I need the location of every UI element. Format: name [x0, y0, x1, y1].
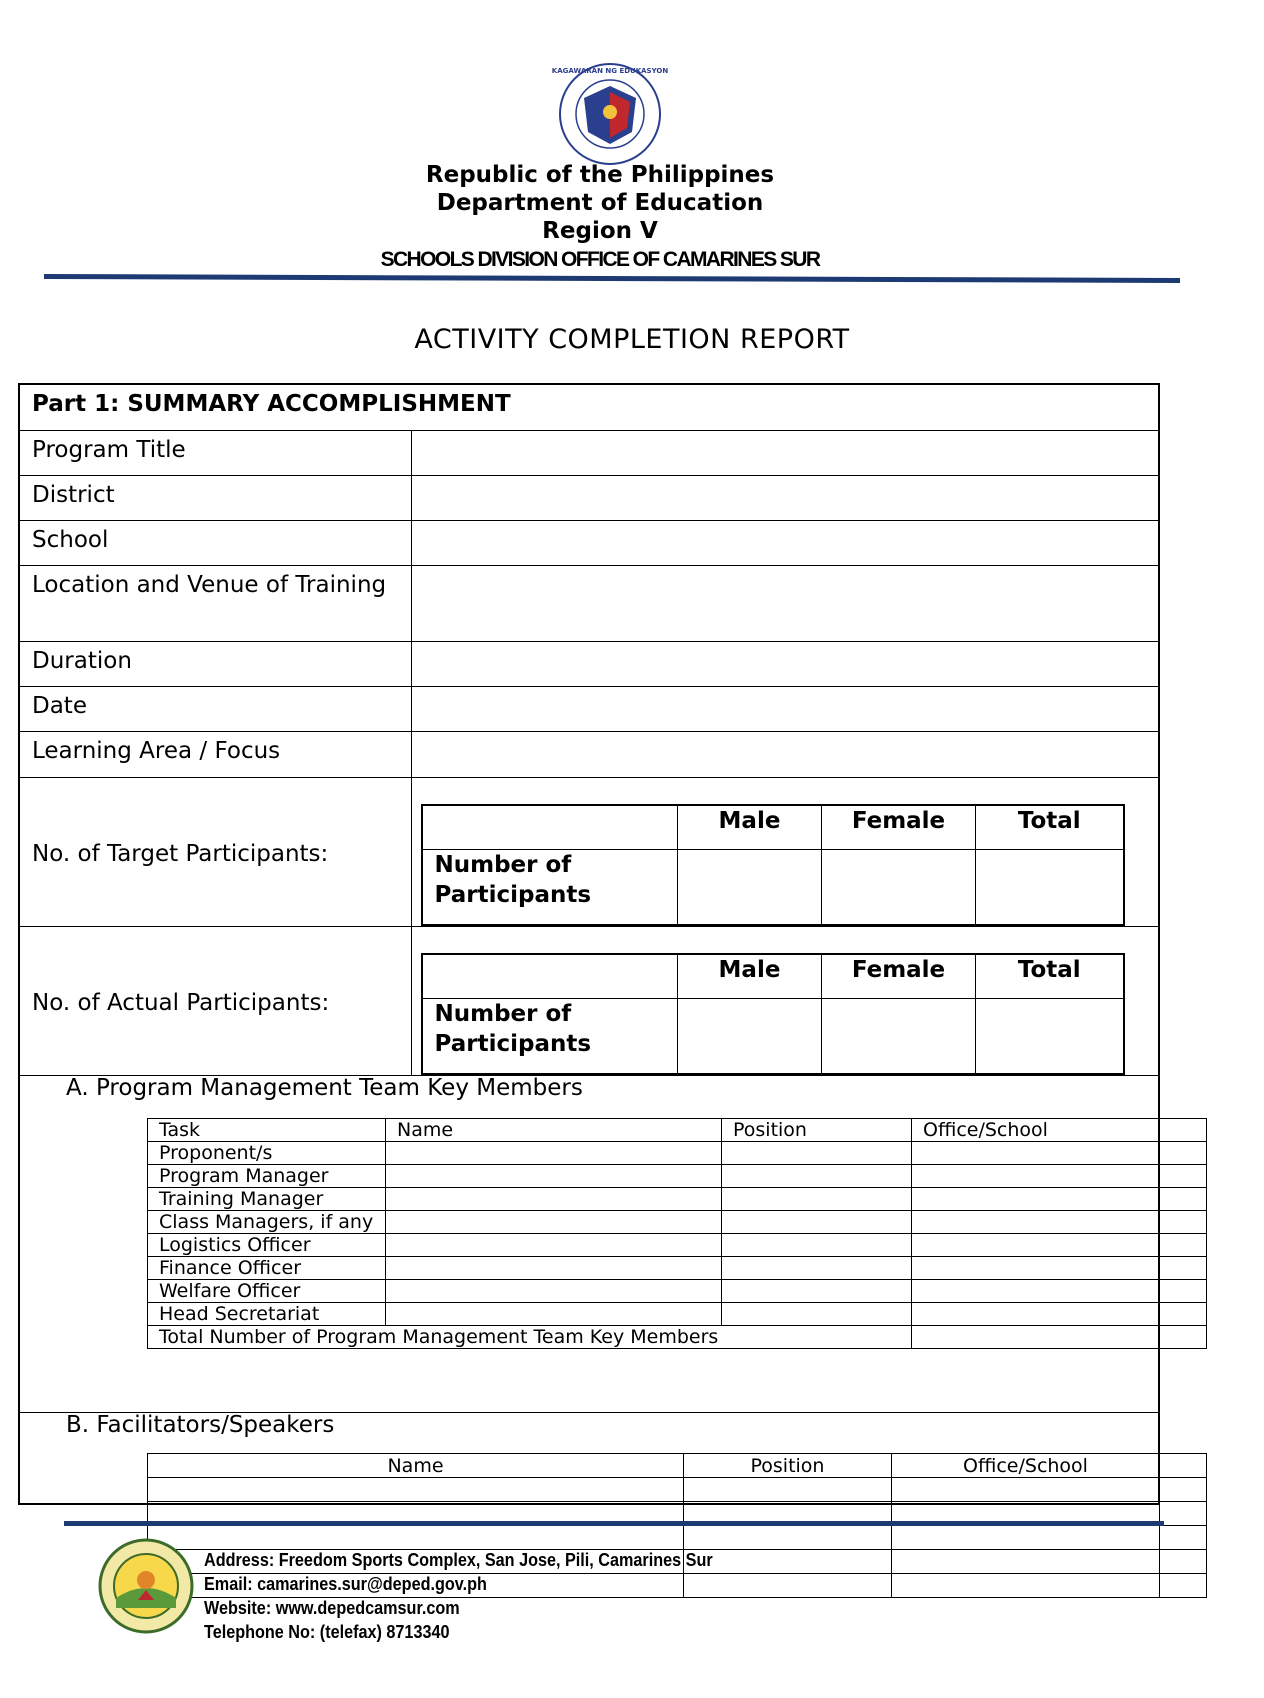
district-label: District	[19, 475, 411, 520]
target-participants-label: No. of Target Participants:	[19, 777, 411, 926]
duration-value[interactable]	[411, 641, 1159, 686]
section-b-heading: B. Facilitators/Speakers	[66, 1412, 335, 1438]
target-male-header: Male	[678, 805, 822, 850]
target-total-header: Total	[976, 805, 1124, 850]
part1-heading: Part 1: SUMMARY ACCOMPLISHMENT	[19, 384, 1159, 430]
pm-task: Program Manager	[148, 1165, 386, 1188]
target-total-cell[interactable]	[976, 850, 1124, 925]
division-seal-logo	[98, 1538, 194, 1634]
location-label: Location and Venue of Training	[19, 565, 411, 641]
target-female-cell[interactable]	[822, 850, 976, 925]
learning-area-label: Learning Area / Focus	[19, 731, 411, 777]
school-value[interactable]	[411, 520, 1159, 565]
table-row	[148, 1211, 1207, 1234]
learning-area-value[interactable]	[411, 731, 1159, 777]
pm-task: Class Managers, if any	[148, 1211, 386, 1234]
target-female-header: Female	[822, 805, 976, 850]
footer-email: Email: camarines.sur@deped.gov.ph	[204, 1574, 487, 1594]
actual-male-header: Male	[678, 954, 822, 999]
section-a-heading: A. Program Management Team Key Members	[66, 1075, 583, 1101]
target-row-label: Number of Participants	[422, 850, 678, 925]
table-row	[148, 1303, 1207, 1326]
location-value[interactable]	[411, 565, 1159, 641]
table-row	[148, 1280, 1207, 1303]
table-row	[148, 1234, 1207, 1257]
pm-task: Finance Officer	[148, 1257, 386, 1280]
duration-label: Duration	[19, 641, 411, 686]
target-participants-table	[421, 804, 1125, 926]
program-title-value[interactable]	[411, 430, 1159, 475]
pm-task: Proponent/s	[148, 1142, 386, 1165]
pm-task: Logistics Officer	[148, 1234, 386, 1257]
pm-col-task: Task	[148, 1119, 386, 1142]
district-value[interactable]	[411, 475, 1159, 520]
actual-total-header: Total	[976, 954, 1124, 999]
date-label: Date	[19, 686, 411, 731]
program-management-table	[147, 1118, 1207, 1349]
pm-task: Welfare Officer	[148, 1280, 386, 1303]
footer-address: Address: Freedom Sports Complex, San Jose, Pili, Camarines Sur	[204, 1550, 713, 1570]
actual-female-cell[interactable]	[822, 999, 976, 1074]
header-divider	[44, 274, 1180, 283]
pm-task: Head Secretariat	[148, 1303, 386, 1326]
actual-female-header: Female	[822, 954, 976, 999]
actual-total-cell[interactable]	[976, 999, 1124, 1074]
table-row	[148, 1142, 1207, 1165]
table-row	[148, 1188, 1207, 1211]
table-row	[148, 1165, 1207, 1188]
actual-participants-table	[421, 953, 1125, 1075]
actual-participants-label: No. of Actual Participants:	[19, 926, 411, 1075]
header-department: Department of Education	[436, 190, 764, 216]
school-label: School	[19, 520, 411, 565]
footer-website: Website: www.depedcamsur.com	[204, 1598, 460, 1618]
table-row	[148, 1478, 1207, 1502]
date-value[interactable]	[411, 686, 1159, 731]
target-male-cell[interactable]	[678, 850, 822, 925]
header-country: Republic of the Philippines	[425, 162, 775, 188]
fs-col-position: Position	[684, 1454, 892, 1478]
footer-divider	[64, 1521, 1164, 1526]
table-row	[148, 1326, 1207, 1349]
pm-col-office: Office/School	[912, 1119, 1160, 1142]
actual-row-label: Number of Participants	[422, 999, 678, 1074]
table-row	[148, 1257, 1207, 1280]
program-title-label: Program Title	[19, 430, 411, 475]
pm-task: Training Manager	[148, 1188, 386, 1211]
fs-col-name: Name	[148, 1454, 684, 1478]
pm-col-position: Position	[722, 1119, 912, 1142]
actual-male-cell[interactable]	[678, 999, 822, 1074]
fs-col-office: Office/School	[892, 1454, 1160, 1478]
table-row	[148, 1526, 1207, 1550]
deped-seal-logo	[551, 62, 669, 166]
footer-telephone: Telephone No: (telefax) 8713340	[204, 1622, 450, 1642]
header-division-office: SCHOOLS DIVISION OFFICE OF CAMARINES SUR	[380, 248, 820, 271]
page-title: ACTIVITY COMPLETION REPORT	[414, 324, 850, 355]
pm-col-name: Name	[386, 1119, 722, 1142]
header-region: Region V	[542, 218, 658, 244]
svg-text:KAGAWARAN NG EDUKASYON: KAGAWARAN NG EDUKASYON	[551, 67, 669, 75]
pm-total-label: Total Number of Program Management Team Key Members	[148, 1326, 912, 1349]
